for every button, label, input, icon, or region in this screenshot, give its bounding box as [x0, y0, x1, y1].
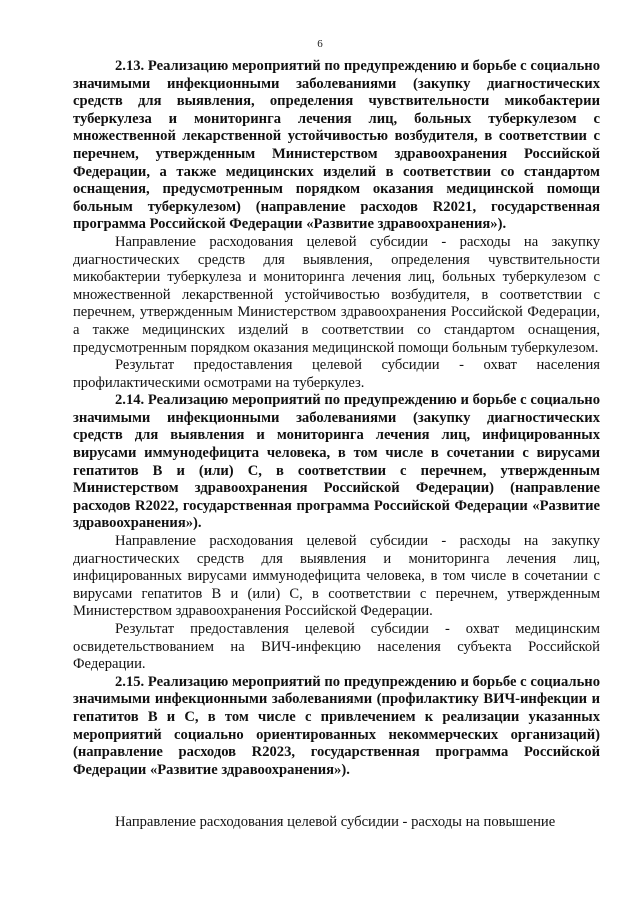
document-body	[73, 58, 600, 832]
section-2-14-result: Результат предоставления целевой субсидии - охват медицинским освидетельствованием на ВИЧ-инфекцию населения субъекта Российской Федерации.	[73, 621, 600, 673]
section-2-15-direction: Направление расходования целевой субсидии - расходы на повышение	[115, 814, 556, 831]
paragraph-gap	[73, 779, 600, 814]
section-2-13-heading: 2.13. Реализацию мероприятий по предупреждению и борьбе с социально значимыми инфекционными заболеваниями (закупку диагностических средств для выявления, определения чувствительности микобактерии туберкулеза и мониторинга лечения лиц, больных туберкулезом с множественной лекарственной устойчивостью возбудителя, в соответствии с перечнем, утвержденным Министерством здравоохранения Российской Федерации, а также медицинских изделий в соответствии со стандартом оснащения, предусмотренным порядком оказания медицинской помощи больным туберкулезом) (направление расходов R2021, государственная программа Российской Федерации «Развитие здравоохранения»).	[73, 58, 600, 233]
section-2-14-direction: Направление расходования целевой субсидии - расходы на закупку диагностических средств для выявления и мониторинга лечения лиц, инфицированных вирусами иммунодефицита человека, в том числе в сочетании с вирусами гепатитов В и (или) С, в соответствии с перечнем, утвержденным Министерством здравоохранения Российской Федерации.	[73, 533, 600, 620]
section-2-13-result: Результат предоставления целевой субсидии - охват населения профилактическими осмотрами на туберкулез.	[73, 357, 600, 391]
section-2-14-heading: 2.14. Реализацию мероприятий по предупреждению и борьбе с социально значимыми инфекционными заболеваниями (закупку диагностических средств для выявления и мониторинга лечения лиц, инфицированных вирусами иммунодефицита человека, в том числе в сочетании с вирусами гепатитов В и (или) С, в соответствии с перечнем, утвержденным Министерством здравоохранения Российской Федерации) (направление расходов R2022, государственная программа Российской Федерации «Развитие здравоохранения»).	[73, 392, 600, 532]
page-number: 6	[317, 38, 323, 50]
section-2-15-heading: 2.15. Реализацию мероприятий по предупреждению и борьбе с социально значимыми инфекционными заболеваниями (профилактику ВИЧ-инфекции и гепатитов В и С, в том числе с привлечением к реализации указанных мероприятий социально ориентированных некоммерческих организаций) (направление расходов R2023, государственная программа Российской Федерации «Развитие здравоохранения»).	[73, 673, 600, 778]
section-2-13-direction: Направление расходования целевой субсидии - расходы на закупку диагностических средств для выявления, определения чувствительности микобактерии туберкулеза и мониторинга лечения лиц, больных туберкулезом с множественной лекарственной устойчивостью возбудителя, в соответствии с перечнем, утвержденным Министерством здравоохранения Российской Федерации, а также медицинских изделий в соответствии со стандартом оснащения, предусмотренным порядком оказания медицинской помощи больным туберкулезом.	[73, 233, 600, 356]
